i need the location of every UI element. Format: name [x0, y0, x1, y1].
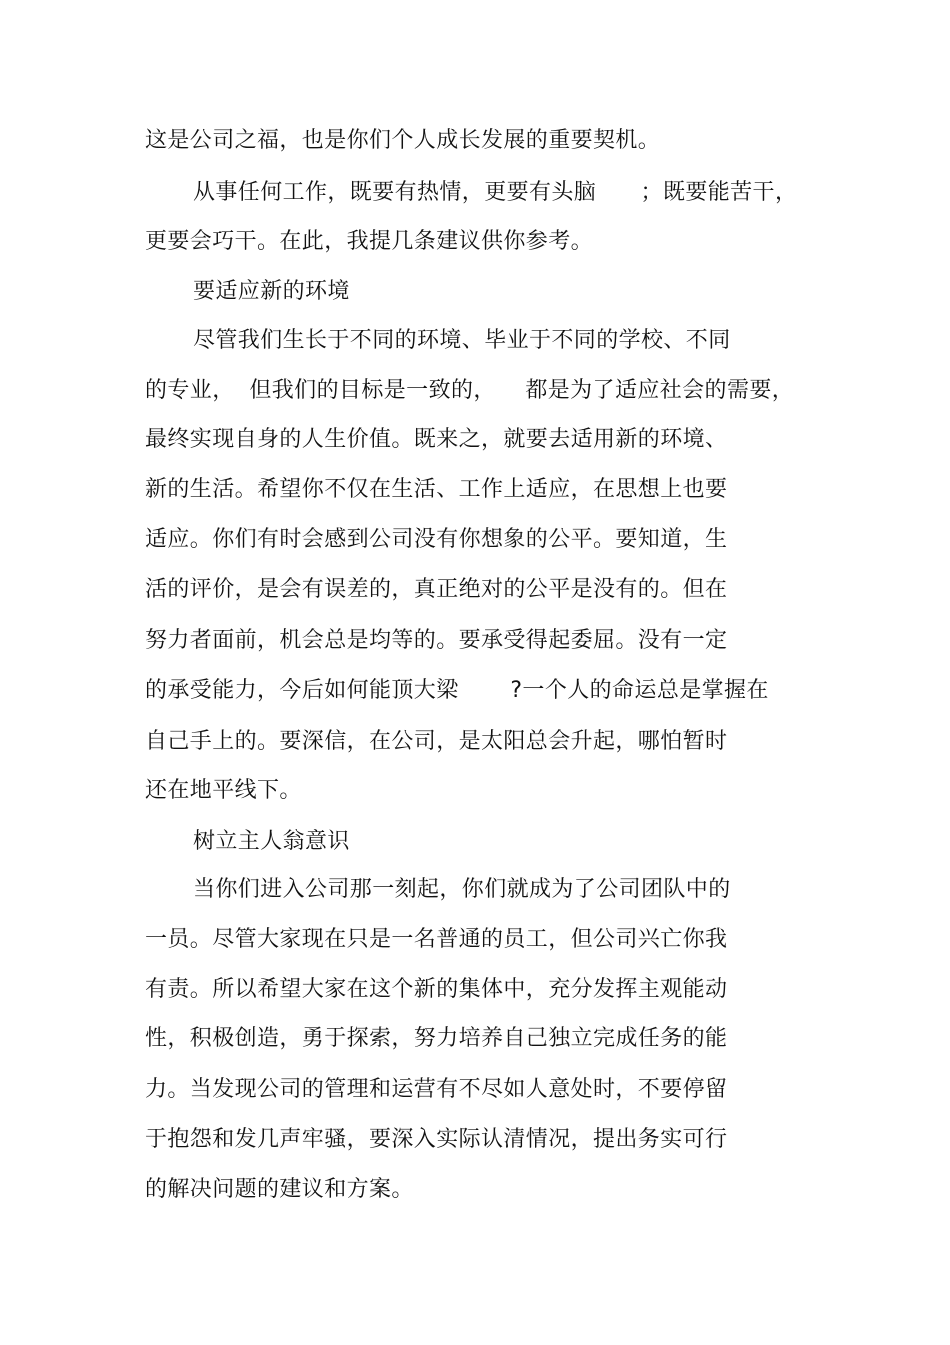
text-line: 新的生活。希望你不仅在生活、工作上适应，在思想上也要	[145, 477, 728, 502]
text-line: 的承受能力，今后如何能顶大梁 ?一个人的命运总是掌握在	[145, 678, 769, 703]
text-line: 从事任何工作，既要有热情，更要有头脑 ；既要能苦干，	[193, 180, 798, 205]
text-line: 适应。你们有时会感到公司没有你想象的公平。要知道，生	[145, 527, 728, 552]
text-line: 尽管我们生长于不同的环境、毕业于不同的学校、不同	[193, 328, 731, 353]
text-line: 有责。所以希望大家在这个新的集体中，充分发挥主观能动	[145, 977, 728, 1002]
text-line: 更要会巧干。在此，我提几条建议供你参考。	[145, 229, 594, 254]
text-line: 力。当发现公司的管理和运营有不尽如人意处时，不要停留	[145, 1077, 728, 1102]
text-line: 自己手上的。要深信，在公司，是太阳总会升起，哪怕暂时	[145, 729, 728, 754]
text-line: 这是公司之福，也是你们个人成长发展的重要契机。	[145, 128, 661, 153]
text-line: 当你们进入公司那一刻起，你们就成为了公司团队中的	[193, 877, 731, 902]
text-line: 努力者面前，机会总是均等的。要承受得起委屈。没有一定	[145, 628, 728, 653]
text-line: 的解决问题的建议和方案。	[145, 1177, 414, 1202]
section-heading: 树立主人翁意识	[193, 829, 350, 854]
text-line: 一员。尽管大家现在只是一名普通的员工，但公司兴亡你我	[145, 927, 728, 952]
text-line: 的专业， 但我们的目标是一致的， 都是为了适应社会的需要，	[145, 378, 795, 403]
text-line: 于抱怨和发几声牢骚，要深入实际认清情况，提出务实可行	[145, 1127, 728, 1152]
text-line: 还在地平线下。	[145, 778, 302, 803]
text-line: 最终实现自身的人生价值。既来之，就要去适用新的环境、	[145, 427, 728, 452]
text-line: 性，积极创造，勇于探索，努力培养自己独立完成任务的能	[145, 1026, 728, 1051]
section-heading: 要适应新的环境	[193, 279, 350, 304]
text-line: 活的评价，是会有误差的，真正绝对的公平是没有的。但在	[145, 577, 728, 602]
